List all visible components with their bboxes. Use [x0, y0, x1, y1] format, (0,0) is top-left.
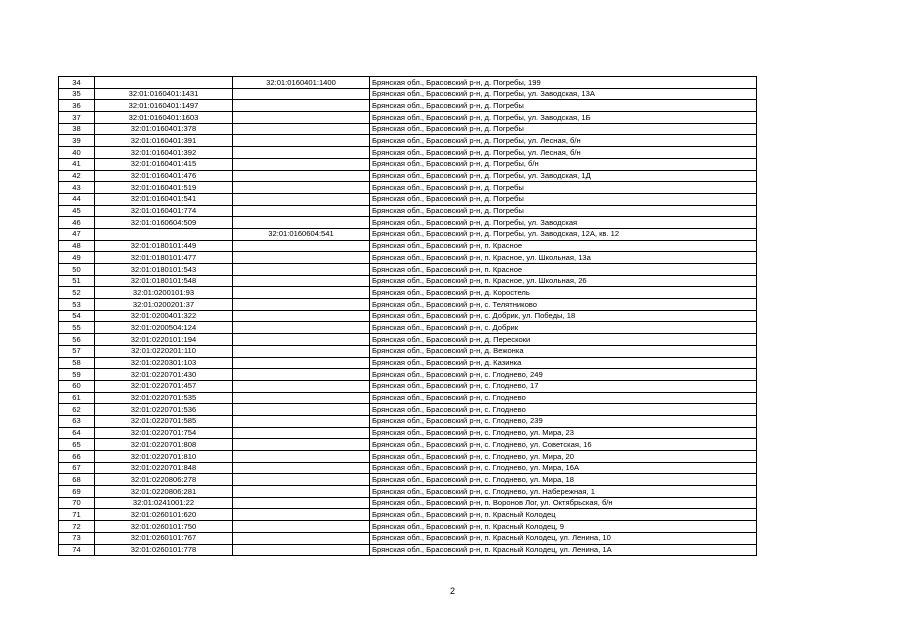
address-cell: Брянская обл., Брасовский р-н, д. Погребы, ул. Лесная, б/н	[370, 147, 757, 159]
cadastral-number-alt-cell	[233, 252, 370, 264]
cadastral-number-cell: 32:01:0160401:774	[95, 205, 233, 217]
table-row	[59, 77, 757, 89]
cadastral-number-alt-cell	[233, 182, 370, 194]
cadastral-number-cell: 32:01:0200101:93	[95, 287, 233, 299]
row-number-cell: 48	[59, 240, 95, 252]
row-number-cell: 61	[59, 392, 95, 404]
row-number-cell: 34	[59, 77, 95, 89]
address-cell: Брянская обл., Брасовский р-н, с. Глоднево, ул. Мира, 23	[370, 427, 757, 439]
cadastral-number-cell: 32:01:0180101:543	[95, 264, 233, 276]
table-row	[59, 228, 757, 240]
cadastral-number-alt-cell	[233, 112, 370, 124]
table-row	[59, 462, 757, 474]
cadastral-number-alt-cell	[233, 345, 370, 357]
cadastral-number-cell: 32:01:0160401:392	[95, 147, 233, 159]
address-cell: Брянская обл., Брасовский р-н, с. Глоднево, 249	[370, 369, 757, 381]
cadastral-table	[58, 76, 757, 556]
cadastral-number-cell	[95, 228, 233, 240]
table-row	[59, 451, 757, 463]
cadastral-number-cell: 32:01:0160401:415	[95, 158, 233, 170]
cadastral-number-alt-cell	[233, 88, 370, 100]
cadastral-number-alt-cell	[233, 392, 370, 404]
row-number-cell: 46	[59, 217, 95, 229]
cadastral-number-alt-cell	[233, 474, 370, 486]
address-cell: Брянская обл., Брасовский р-н, д. Коростель	[370, 287, 757, 299]
cadastral-number-alt-cell	[233, 158, 370, 170]
address-cell: Брянская обл., Брасовский р-н, с. Глоднево, ул. Мира, 20	[370, 451, 757, 463]
address-cell: Брянская обл., Брасовский р-н, п. Красный Колодец, ул. Ленина, 10	[370, 532, 757, 544]
page-number: 2	[449, 586, 455, 596]
row-number-cell: 68	[59, 474, 95, 486]
cadastral-number-cell: 32:01:0160401:476	[95, 170, 233, 182]
row-number-cell: 67	[59, 462, 95, 474]
address-cell: Брянская обл., Брасовский р-н, п. Красный Колодец, 9	[370, 521, 757, 533]
row-number-cell: 38	[59, 123, 95, 135]
cadastral-number-alt-cell	[233, 205, 370, 217]
cadastral-number-alt-cell	[233, 322, 370, 334]
address-cell: Брянская обл., Брасовский р-н, с. Глоднево, 239	[370, 415, 757, 427]
address-cell: Брянская обл., Брасовский р-н, п. Красное	[370, 240, 757, 252]
cadastral-number-alt-cell	[233, 497, 370, 509]
address-cell: Брянская обл., Брасовский р-н, д. Погребы, 199	[370, 77, 757, 89]
cadastral-number-cell: 32:01:0220301:103	[95, 357, 233, 369]
cadastral-number-cell: 32:01:0220701:754	[95, 427, 233, 439]
cadastral-number-cell: 32:01:0200504:124	[95, 322, 233, 334]
cadastral-number-alt-cell	[233, 427, 370, 439]
cadastral-number-alt-cell	[233, 123, 370, 135]
row-number-cell: 74	[59, 544, 95, 556]
row-number-cell: 37	[59, 112, 95, 124]
row-number-cell: 64	[59, 427, 95, 439]
table-row	[59, 474, 757, 486]
cadastral-number-alt-cell	[233, 299, 370, 311]
cadastral-number-cell: 32:01:0160401:1497	[95, 100, 233, 112]
cadastral-number-alt-cell	[233, 509, 370, 521]
table-row	[59, 252, 757, 264]
address-cell: Брянская обл., Брасовский р-н, п. Красное, ул. Школьная, 13а	[370, 252, 757, 264]
table-row	[59, 521, 757, 533]
cadastral-number-cell: 32:01:0220201:110	[95, 345, 233, 357]
table-row	[59, 264, 757, 276]
table-row	[59, 427, 757, 439]
row-number-cell: 65	[59, 439, 95, 451]
row-number-cell: 62	[59, 404, 95, 416]
cadastral-number-cell: 32:01:0200201:37	[95, 299, 233, 311]
table-row	[59, 217, 757, 229]
row-number-cell: 63	[59, 415, 95, 427]
row-number-cell: 45	[59, 205, 95, 217]
table-row	[59, 147, 757, 159]
cadastral-number-alt-cell	[233, 147, 370, 159]
table-row	[59, 439, 757, 451]
cadastral-number-alt-cell	[233, 532, 370, 544]
cadastral-number-alt-cell	[233, 193, 370, 205]
row-number-cell: 54	[59, 310, 95, 322]
cadastral-number-alt-cell	[233, 380, 370, 392]
address-cell: Брянская обл., Брасовский р-н, п. Красное	[370, 264, 757, 276]
table-row	[59, 509, 757, 521]
table-row	[59, 205, 757, 217]
row-number-cell: 69	[59, 486, 95, 498]
table-row	[59, 170, 757, 182]
cadastral-number-alt-cell	[233, 521, 370, 533]
cadastral-number-cell: 32:01:0260101:620	[95, 509, 233, 521]
cadastral-number-alt-cell	[233, 486, 370, 498]
address-cell: Брянская обл., Брасовский р-н, п. Красный Колодец	[370, 509, 757, 521]
cadastral-number-alt-cell	[233, 287, 370, 299]
address-cell: Брянская обл., Брасовский р-н, д. Погребы, ул. Заводская	[370, 217, 757, 229]
table-body	[59, 77, 757, 556]
table-row	[59, 287, 757, 299]
address-cell: Брянская обл., Брасовский р-н, д. Погребы, ул. Лесная, б/н	[370, 135, 757, 147]
row-number-cell: 39	[59, 135, 95, 147]
table-row	[59, 544, 757, 556]
row-number-cell: 60	[59, 380, 95, 392]
row-number-cell: 51	[59, 275, 95, 287]
cadastral-number-alt-cell	[233, 439, 370, 451]
table-row	[59, 357, 757, 369]
row-number-cell: 40	[59, 147, 95, 159]
address-cell: Брянская обл., Брасовский р-н, д. Погребы, ул. Заводская, 12А, кв. 12	[370, 228, 757, 240]
cadastral-number-alt-cell	[233, 415, 370, 427]
cadastral-number-cell: 32:01:0160401:1603	[95, 112, 233, 124]
cadastral-number-alt-cell	[233, 404, 370, 416]
table-row	[59, 392, 757, 404]
address-cell: Брянская обл., Брасовский р-н, с. Телятниково	[370, 299, 757, 311]
table-row	[59, 322, 757, 334]
table-row	[59, 123, 757, 135]
table-row	[59, 275, 757, 287]
address-cell: Брянская обл., Брасовский р-н, д. Погребы	[370, 100, 757, 112]
row-number-cell: 43	[59, 182, 95, 194]
table-row	[59, 299, 757, 311]
cadastral-number-alt-cell	[233, 334, 370, 346]
row-number-cell: 53	[59, 299, 95, 311]
address-cell: Брянская обл., Брасовский р-н, с. Добрик	[370, 322, 757, 334]
row-number-cell: 55	[59, 322, 95, 334]
table-row	[59, 100, 757, 112]
row-number-cell: 50	[59, 264, 95, 276]
table-row	[59, 193, 757, 205]
table-row	[59, 532, 757, 544]
cadastral-number-cell: 32:01:0260101:750	[95, 521, 233, 533]
address-cell: Брянская обл., Брасовский р-н, д. Погребы, б/н	[370, 158, 757, 170]
row-number-cell: 41	[59, 158, 95, 170]
address-cell: Брянская обл., Брасовский р-н, с. Глоднево	[370, 392, 757, 404]
cadastral-number-cell: 32:01:0220701:585	[95, 415, 233, 427]
address-cell: Брянская обл., Брасовский р-н, д. Погребы	[370, 182, 757, 194]
cadastral-number-alt-cell	[233, 170, 370, 182]
cadastral-number-alt-cell	[233, 451, 370, 463]
address-cell: Брянская обл., Брасовский р-н, п. Воронов Лог, ул. Октябрьская, б/н	[370, 497, 757, 509]
table-row	[59, 182, 757, 194]
row-number-cell: 35	[59, 88, 95, 100]
row-number-cell: 70	[59, 497, 95, 509]
row-number-cell: 44	[59, 193, 95, 205]
address-cell: Брянская обл., Брасовский р-н, д. Погребы	[370, 193, 757, 205]
address-cell: Брянская обл., Брасовский р-н, д. Погребы, ул. Заводская, 1Д	[370, 170, 757, 182]
row-number-cell: 73	[59, 532, 95, 544]
cadastral-number-alt-cell: 32:01:0160401:1400	[233, 77, 370, 89]
table-row	[59, 380, 757, 392]
row-number-cell: 72	[59, 521, 95, 533]
cadastral-number-cell: 32:01:0260101:778	[95, 544, 233, 556]
cadastral-number-cell: 32:01:0180101:477	[95, 252, 233, 264]
cadastral-number-alt-cell	[233, 357, 370, 369]
cadastral-number-cell: 32:01:0160604:509	[95, 217, 233, 229]
table-row	[59, 486, 757, 498]
cadastral-number-cell: 32:01:0220101:194	[95, 334, 233, 346]
row-number-cell: 49	[59, 252, 95, 264]
table-row	[59, 158, 757, 170]
table-row	[59, 497, 757, 509]
cadastral-number-cell: 32:01:0220701:848	[95, 462, 233, 474]
cadastral-number-alt-cell	[233, 217, 370, 229]
table-row	[59, 240, 757, 252]
cadastral-number-cell: 32:01:0241001:22	[95, 497, 233, 509]
address-cell: Брянская обл., Брасовский р-н, д. Перескоки	[370, 334, 757, 346]
cadastral-number-cell: 32:01:0220701:430	[95, 369, 233, 381]
cadastral-number-cell: 32:01:0180101:548	[95, 275, 233, 287]
table-row	[59, 369, 757, 381]
address-cell: Брянская обл., Брасовский р-н, д. Погребы	[370, 205, 757, 217]
address-cell: Брянская обл., Брасовский р-н, с. Добрик, ул. Победы, 18	[370, 310, 757, 322]
cadastral-number-cell: 32:01:0200401:322	[95, 310, 233, 322]
cadastral-number-alt-cell	[233, 462, 370, 474]
cadastral-number-cell: 32:01:0160401:391	[95, 135, 233, 147]
row-number-cell: 56	[59, 334, 95, 346]
cadastral-number-cell: 32:01:0220701:457	[95, 380, 233, 392]
cadastral-number-alt-cell	[233, 135, 370, 147]
row-number-cell: 59	[59, 369, 95, 381]
row-number-cell: 52	[59, 287, 95, 299]
row-number-cell: 71	[59, 509, 95, 521]
address-cell: Брянская обл., Брасовский р-н, с. Глоднево	[370, 404, 757, 416]
table-row	[59, 334, 757, 346]
cadastral-number-cell: 32:01:0220701:535	[95, 392, 233, 404]
cadastral-number-alt-cell	[233, 264, 370, 276]
address-cell: Брянская обл., Брасовский р-н, с. Глоднево, ул. Мира, 18	[370, 474, 757, 486]
cadastral-number-cell: 32:01:0180101:449	[95, 240, 233, 252]
address-cell: Брянская обл., Брасовский р-н, п. Красный Колодец, ул. Ленина, 1А	[370, 544, 757, 556]
cadastral-number-cell: 32:01:0220701:808	[95, 439, 233, 451]
row-number-cell: 66	[59, 451, 95, 463]
cadastral-number-cell: 32:01:0220806:278	[95, 474, 233, 486]
cadastral-number-cell: 32:01:0220806:281	[95, 486, 233, 498]
table-row	[59, 88, 757, 100]
cadastral-number-cell: 32:01:0160401:541	[95, 193, 233, 205]
cadastral-number-alt-cell	[233, 310, 370, 322]
table-row	[59, 415, 757, 427]
address-cell: Брянская обл., Брасовский р-н, д. Погребы, ул. Заводская, 13А	[370, 88, 757, 100]
row-number-cell: 58	[59, 357, 95, 369]
cadastral-number-alt-cell	[233, 240, 370, 252]
address-cell: Брянская обл., Брасовский р-н, д. Погребы, ул. Заводская, 1Б	[370, 112, 757, 124]
cadastral-number-cell: 32:01:0160401:519	[95, 182, 233, 194]
cadastral-number-alt-cell	[233, 100, 370, 112]
address-cell: Брянская обл., Брасовский р-н, с. Глоднево, 17	[370, 380, 757, 392]
table-row	[59, 404, 757, 416]
address-cell: Брянская обл., Брасовский р-н, д. Казинка	[370, 357, 757, 369]
row-number-cell: 36	[59, 100, 95, 112]
cadastral-number-cell: 32:01:0160401:1431	[95, 88, 233, 100]
table-row	[59, 310, 757, 322]
cadastral-number-alt-cell: 32:01:0160604:541	[233, 228, 370, 240]
cadastral-number-cell: 32:01:0260101:767	[95, 532, 233, 544]
address-cell: Брянская обл., Брасовский р-н, п. Красное, ул. Школьная, 26	[370, 275, 757, 287]
row-number-cell: 42	[59, 170, 95, 182]
table-row	[59, 135, 757, 147]
address-cell: Брянская обл., Брасовский р-н, д. Вежонка	[370, 345, 757, 357]
cadastral-number-cell	[95, 77, 233, 89]
row-number-cell: 47	[59, 228, 95, 240]
table-row	[59, 112, 757, 124]
address-cell: Брянская обл., Брасовский р-н, с. Глоднево, ул. Советская, 16	[370, 439, 757, 451]
cadastral-number-cell: 32:01:0220701:810	[95, 451, 233, 463]
cadastral-number-cell: 32:01:0220701:536	[95, 404, 233, 416]
cadastral-number-alt-cell	[233, 369, 370, 381]
table-row	[59, 345, 757, 357]
row-number-cell: 57	[59, 345, 95, 357]
cadastral-number-alt-cell	[233, 275, 370, 287]
address-cell: Брянская обл., Брасовский р-н, с. Глоднево, ул. Набережная, 1	[370, 486, 757, 498]
address-cell: Брянская обл., Брасовский р-н, д. Погребы	[370, 123, 757, 135]
cadastral-number-cell: 32:01:0160401:378	[95, 123, 233, 135]
address-cell: Брянская обл., Брасовский р-н, с. Глоднево, ул. Мира, 16А	[370, 462, 757, 474]
cadastral-number-alt-cell	[233, 544, 370, 556]
